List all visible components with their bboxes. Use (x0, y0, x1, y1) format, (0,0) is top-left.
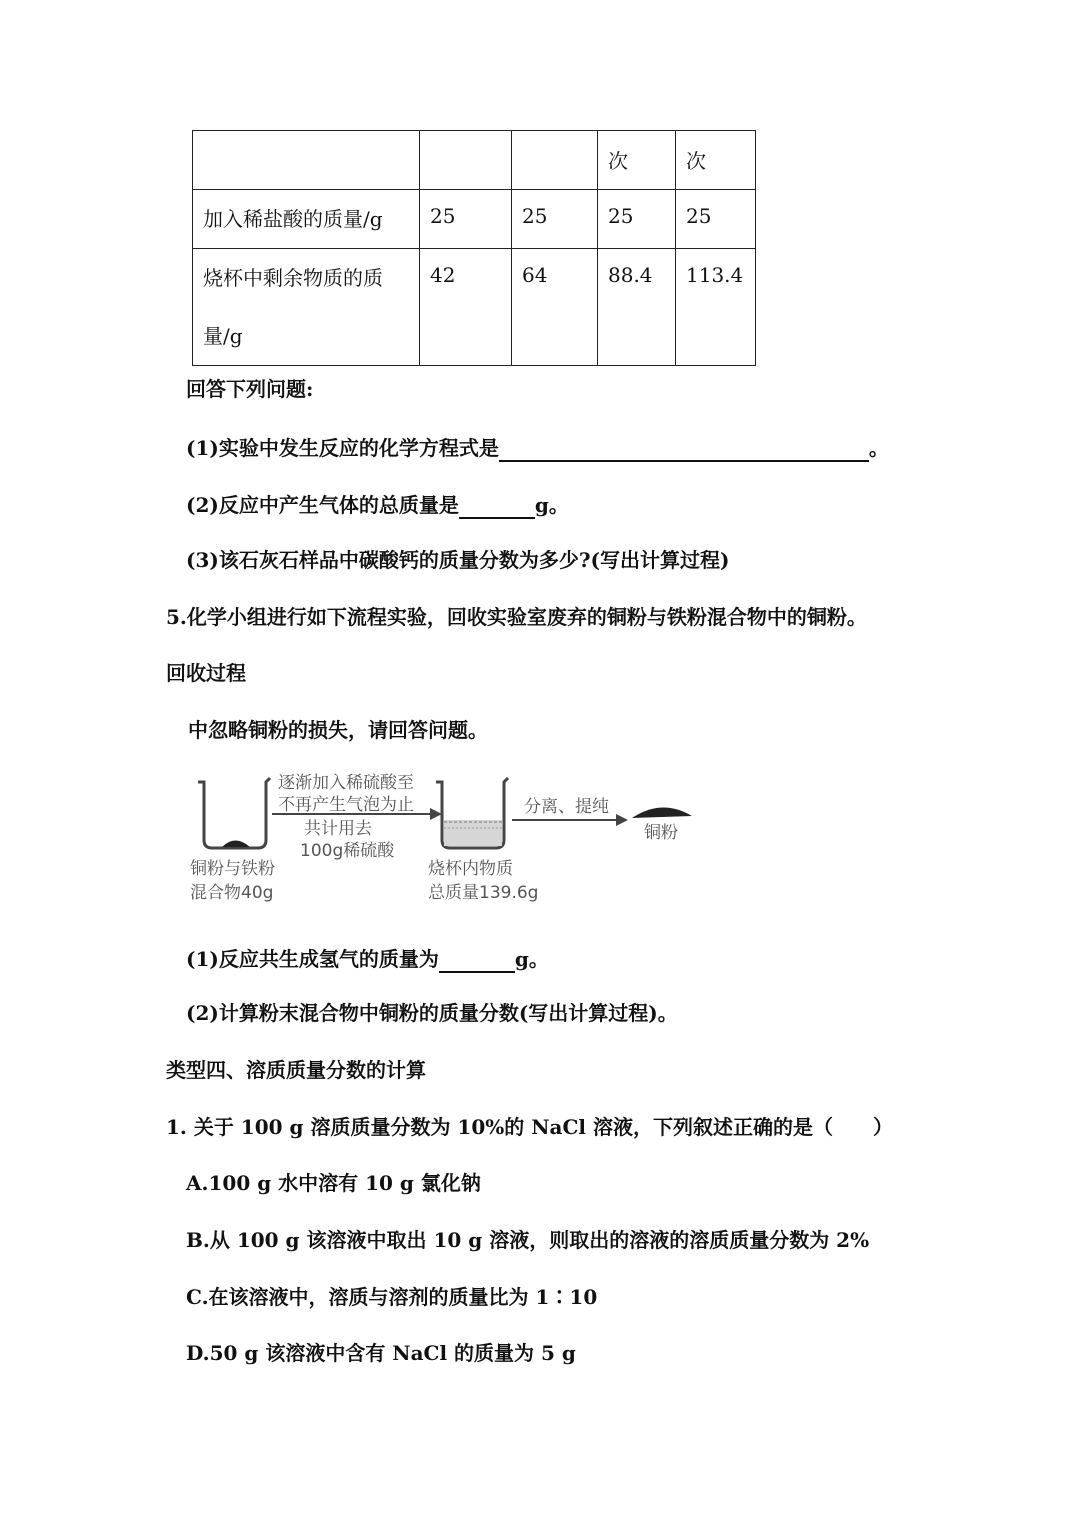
question-stem: 1. 关于 100 g 溶质质量分数为 10%的 NaCl 溶液，下列叙述正确的是（ ） (166, 1115, 893, 1139)
q5-question-1-text: (1)反应共生成氢气的质量为 (186, 947, 439, 971)
data-table (192, 130, 756, 366)
table-cell: 64 (512, 249, 598, 366)
arrow-1-top-label-2: 不再产生气泡为止 (278, 795, 414, 815)
q5-question-1 (186, 943, 549, 973)
arrow-1-bottom-label-2: 100g稀硫酸 (300, 841, 395, 861)
table-header-cell: 次 (598, 131, 676, 190)
q5-intro-line3: 中忽略铜粉的损失，请回答问题。 (188, 718, 488, 742)
table-cell: 25 (676, 190, 756, 249)
table-row-label: 加入稀盐酸的质量/g (193, 190, 420, 249)
beaker-2 (436, 778, 508, 848)
q5-question-1-suffix: g。 (514, 947, 549, 971)
beaker-1-label-2: 混合物40g (190, 883, 274, 903)
copper-powder-pile (632, 807, 692, 818)
table-cell: 25 (512, 190, 598, 249)
answer-prompt: 回答下列问题: (186, 377, 314, 401)
liquid (444, 820, 502, 846)
table-header-row (193, 131, 756, 190)
option-c[interactable]: C.在该溶液中，溶质与溶剂的质量比为 1∶10 (186, 1285, 598, 1309)
q5-intro: 5.化学小组进行如下流程实验，回收实验室废弃的铜粉与铁粉混合物中的铜粉。 (166, 605, 867, 629)
powder-mixture (222, 841, 250, 848)
table-header-cell (193, 131, 420, 190)
answer-blank[interactable] (459, 489, 535, 519)
table-cell: 25 (598, 190, 676, 249)
beaker-1-label-1: 铜粉与铁粉 (190, 859, 275, 879)
table-row (193, 190, 756, 249)
beaker-1 (198, 778, 270, 848)
arrow-2-label: 分离、提纯 (524, 797, 609, 817)
table-header-cell (420, 131, 512, 190)
q5-intro-line2: 回收过程 (166, 661, 246, 685)
table-cell: 25 (420, 190, 512, 249)
section-title: 类型四、溶质质量分数的计算 (166, 1058, 426, 1082)
arrow-1-bottom-label-1: 共计用去 (304, 819, 372, 839)
option-d[interactable]: D.50 g 该溶液中含有 NaCl 的质量为 5 g (186, 1341, 576, 1365)
arrow-1-top-label-1: 逐渐加入稀硫酸至 (278, 773, 414, 793)
option-b[interactable]: B.从 100 g 该溶液中取出 10 g 溶液，则取出的溶液的溶质质量分数为 2% (186, 1228, 870, 1252)
beaker-2-label-2: 总质量139.6g (428, 883, 539, 903)
table-row (193, 249, 756, 366)
q4-question-1 (186, 432, 889, 462)
q4-question-3: (3)该石灰石样品中碳酸钙的质量分数为多少?(写出计算过程) (186, 548, 730, 572)
table-cell: 113.4 (676, 249, 756, 366)
q5-question-2: (2)计算粉末混合物中铜粉的质量分数(写出计算过程)。 (186, 1001, 678, 1025)
beaker-2-label-1: 烧杯内物质 (428, 859, 513, 879)
q4-question-2 (186, 489, 569, 519)
option-a[interactable]: A.100 g 水中溶有 10 g 氯化钠 (186, 1171, 481, 1195)
q4-question-2-text: (2)反应中产生气体的总质量是 (186, 493, 459, 517)
answer-blank[interactable] (499, 432, 869, 462)
table-cell: 42 (420, 249, 512, 366)
q4-question-2-suffix: g。 (534, 493, 569, 517)
table-header-cell (512, 131, 598, 190)
table-cell: 88.4 (598, 249, 676, 366)
q4-question-1-suffix: 。 (868, 436, 889, 460)
product-label: 铜粉 (644, 823, 678, 843)
answer-blank[interactable] (439, 943, 515, 973)
q4-question-1-text: (1)实验中发生反应的化学方程式是 (186, 436, 499, 460)
table-header-cell: 次 (676, 131, 756, 190)
table-row-label: 烧杯中剩余物质的质 量/g (193, 249, 420, 366)
